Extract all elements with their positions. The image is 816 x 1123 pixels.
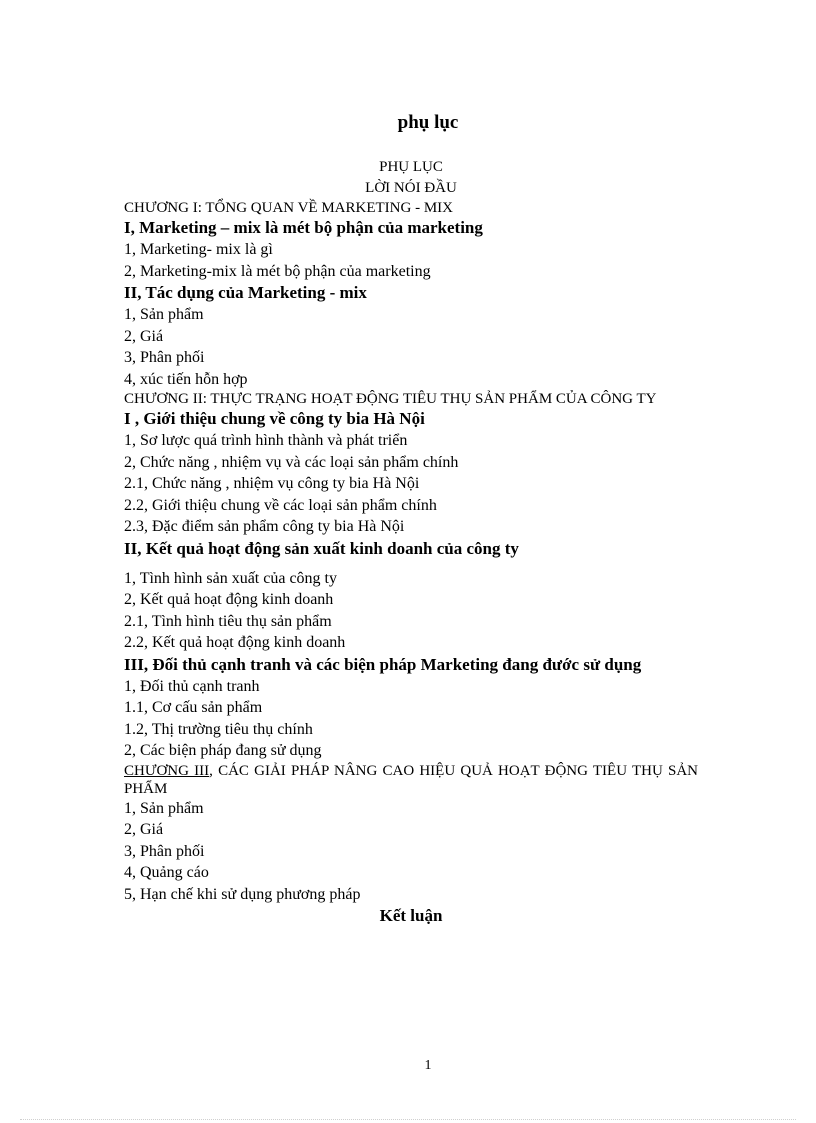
list-item: 2, Marketing-mix là mét bộ phận của marketing (124, 262, 431, 280)
list-item: 2, Kết quả hoạt động kinh doanh (124, 591, 334, 608)
page-title: phụ lục (397, 112, 459, 133)
list-item: 1, Sơ lược quá trình hình thành và phát triển (124, 432, 408, 449)
list-item: 1.1, Cơ cấu sản phẩm (124, 699, 263, 716)
toc-preface: LỜI NÓI ĐẦU (365, 180, 457, 196)
page-divider (20, 1119, 796, 1120)
page-number: 1 (424, 1058, 432, 1073)
list-item: 2.3, Đặc điểm sản phẩm công ty bia Hà Nội (124, 518, 405, 535)
chapter-3-label: CHƯƠNG III (124, 762, 210, 779)
list-item: 2.2, Kết quả hoạt động kinh doanh (124, 634, 346, 651)
list-item: 4, Quảng cáo (124, 864, 209, 881)
section-title: I , Giới thiệu chung về công ty bia Hà Nội (124, 409, 425, 428)
list-item: 1, Đối thủ cạnh tranh (124, 677, 260, 695)
list-item: 2.1, Tình hình tiêu thụ sản phẩm (124, 612, 332, 630)
section-title: I, Marketing – mix là mét bộ phận của marketing (124, 218, 483, 237)
list-item: 3, Phân phối (124, 349, 205, 366)
section-title: III, Đối thủ cạnh tranh và các biện pháp Marketing đang đước sử dụng (124, 654, 642, 674)
chapter-2-title: CHƯƠNG II: THỰC TRẠNG HOẠT ĐỘNG TIÊU THỤ SẢN PHẨM CỦA CÔNG TY (124, 391, 657, 407)
section-title: II, Tác dụng của Marketing - mix (124, 283, 367, 302)
list-item: 5, Hạn chế khi sử dụng phương pháp (124, 885, 361, 903)
list-item: 1, Sản phẩm (124, 306, 204, 323)
list-item: 1, Marketing- mix là gì (124, 241, 273, 258)
chapter-1-title: CHƯƠNG I: TỔNG QUAN VỀ MARKETING - MIX (124, 200, 453, 216)
list-item: 2, Giá (124, 327, 164, 345)
list-item: 2, Các biện pháp đang sử dụng (124, 742, 322, 759)
table-of-contents (124, 157, 698, 927)
list-item: 2, Chức năng , nhiệm vụ và các loại sản phẩm chính (124, 453, 459, 471)
list-item: 3, Phân phối (124, 842, 205, 860)
chapter-3-title (124, 762, 698, 798)
section-title: II, Kết quả hoạt động sản xuất kinh doanh của công ty (124, 538, 519, 558)
toc-appendix: PHỤ LỤC (379, 159, 443, 175)
list-item: 2, Giá (124, 821, 164, 838)
list-item: 1, Tình hình sản xuất của công ty (124, 569, 337, 587)
list-item: 4, xúc tiến hỗn hợp (124, 370, 248, 388)
list-item: 1.2, Thị trường tiêu thụ chính (124, 720, 313, 738)
conclusion-heading: Kết luận (379, 906, 443, 925)
list-item: 1, Sản phẩm (124, 799, 204, 817)
list-item: 2.2, Giới thiệu chung về các loại sản phẩm chính (124, 496, 437, 514)
list-item: 2.1, Chức năng , nhiệm vụ công ty bia Hà Nội (124, 475, 420, 492)
chapter-3-rest: , CÁC GIẢI PHÁP NÂNG CAO HIỆU QUẢ HOẠT ĐỘNG TIÊU THỤ SẢN PHẨM (124, 762, 698, 797)
